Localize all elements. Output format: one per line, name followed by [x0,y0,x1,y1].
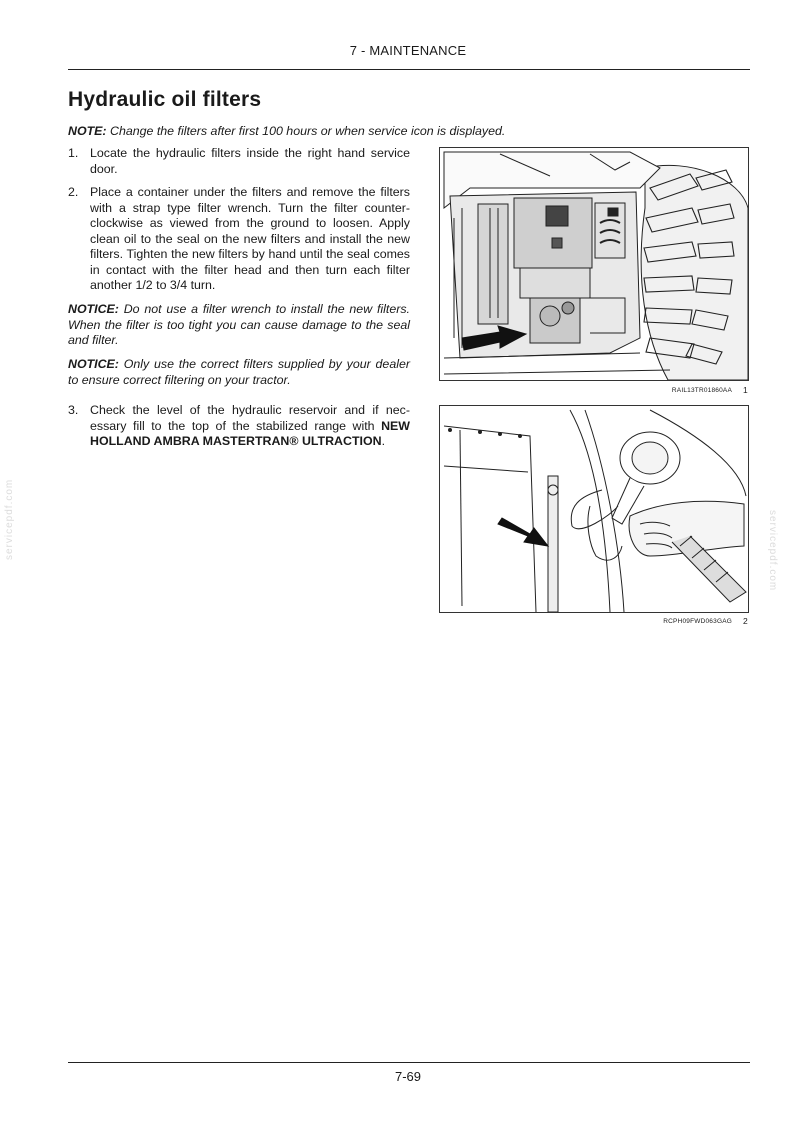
step-number: 2. [68,185,79,199]
section-header: 7 - MAINTENANCE [349,43,467,58]
step-number: 3. [68,403,79,417]
page-number: 7-69 [394,1069,422,1084]
notice-2 [68,357,410,388]
notice-text: Only use the correct filters supplied by your dealer to ensure correct filtering on your tractor. [68,357,410,387]
step-text: Place a container under the filters and remove the filters with a strap type filter wrench. Turn the filter counter-clockwise as viewed from the ground to loosen. Apply clean oil to the seal on the new filters and install the new filters. Tighten the new filters by hand until the seal comes in contact with the filter head and then turn each filter another 1/2 to 3/4 turn. [90,185,410,292]
oil-fill-nozzle-illustration-icon [440,406,748,612]
watermark-right: servicepdf.com [767,510,778,592]
figure-1 [439,147,749,381]
note-text: Change the filters after first 100 hours or when service icon is displayed. [106,124,506,138]
figure-1-number: 1 [743,385,748,395]
step-1 [68,146,410,177]
page-title: Hydraulic oil filters [68,88,262,111]
notice-1 [68,302,410,349]
step-3: 3. Check the level of the hydraulic reservoir and if nec-essary fill to the top of the stabilized range with NEW HOLLAND AMBRA MASTERTRAN® ULTRACTION. [68,403,410,448]
figure-2 [439,405,749,613]
header-rule [68,69,750,70]
step-text: Check the level of the hydraulic reservoir and if nec-essary fill to the top of the stabilized range with [90,403,410,433]
product-name: NEW HOLLAND AMBRA MASTERTRAN® ULTRACTION [90,418,410,448]
footer-rule [68,1062,750,1063]
notice-label: NOTICE: [68,302,119,316]
notice-text: Do not use a filter wrench to install the new filters. When the filter is too tight you can cause damage to the seal and filter. [68,302,410,347]
figure-2-number: 2 [743,616,748,626]
figure-2-code: RCPH09FWD063GAG [663,618,732,625]
note [68,124,668,138]
watermark-left: servicepdf.com [4,478,15,560]
note-label: NOTE: [68,124,107,138]
step-text: Locate the hydraulic filters inside the right hand service door. [90,146,410,176]
step-number: 1. [68,146,79,160]
hydraulic-filters-illustration-icon [440,148,748,380]
figure-1-code: RAIL13TR01860AA [671,387,732,394]
notice-label: NOTICE: [68,357,119,371]
step-2 [68,185,410,294]
